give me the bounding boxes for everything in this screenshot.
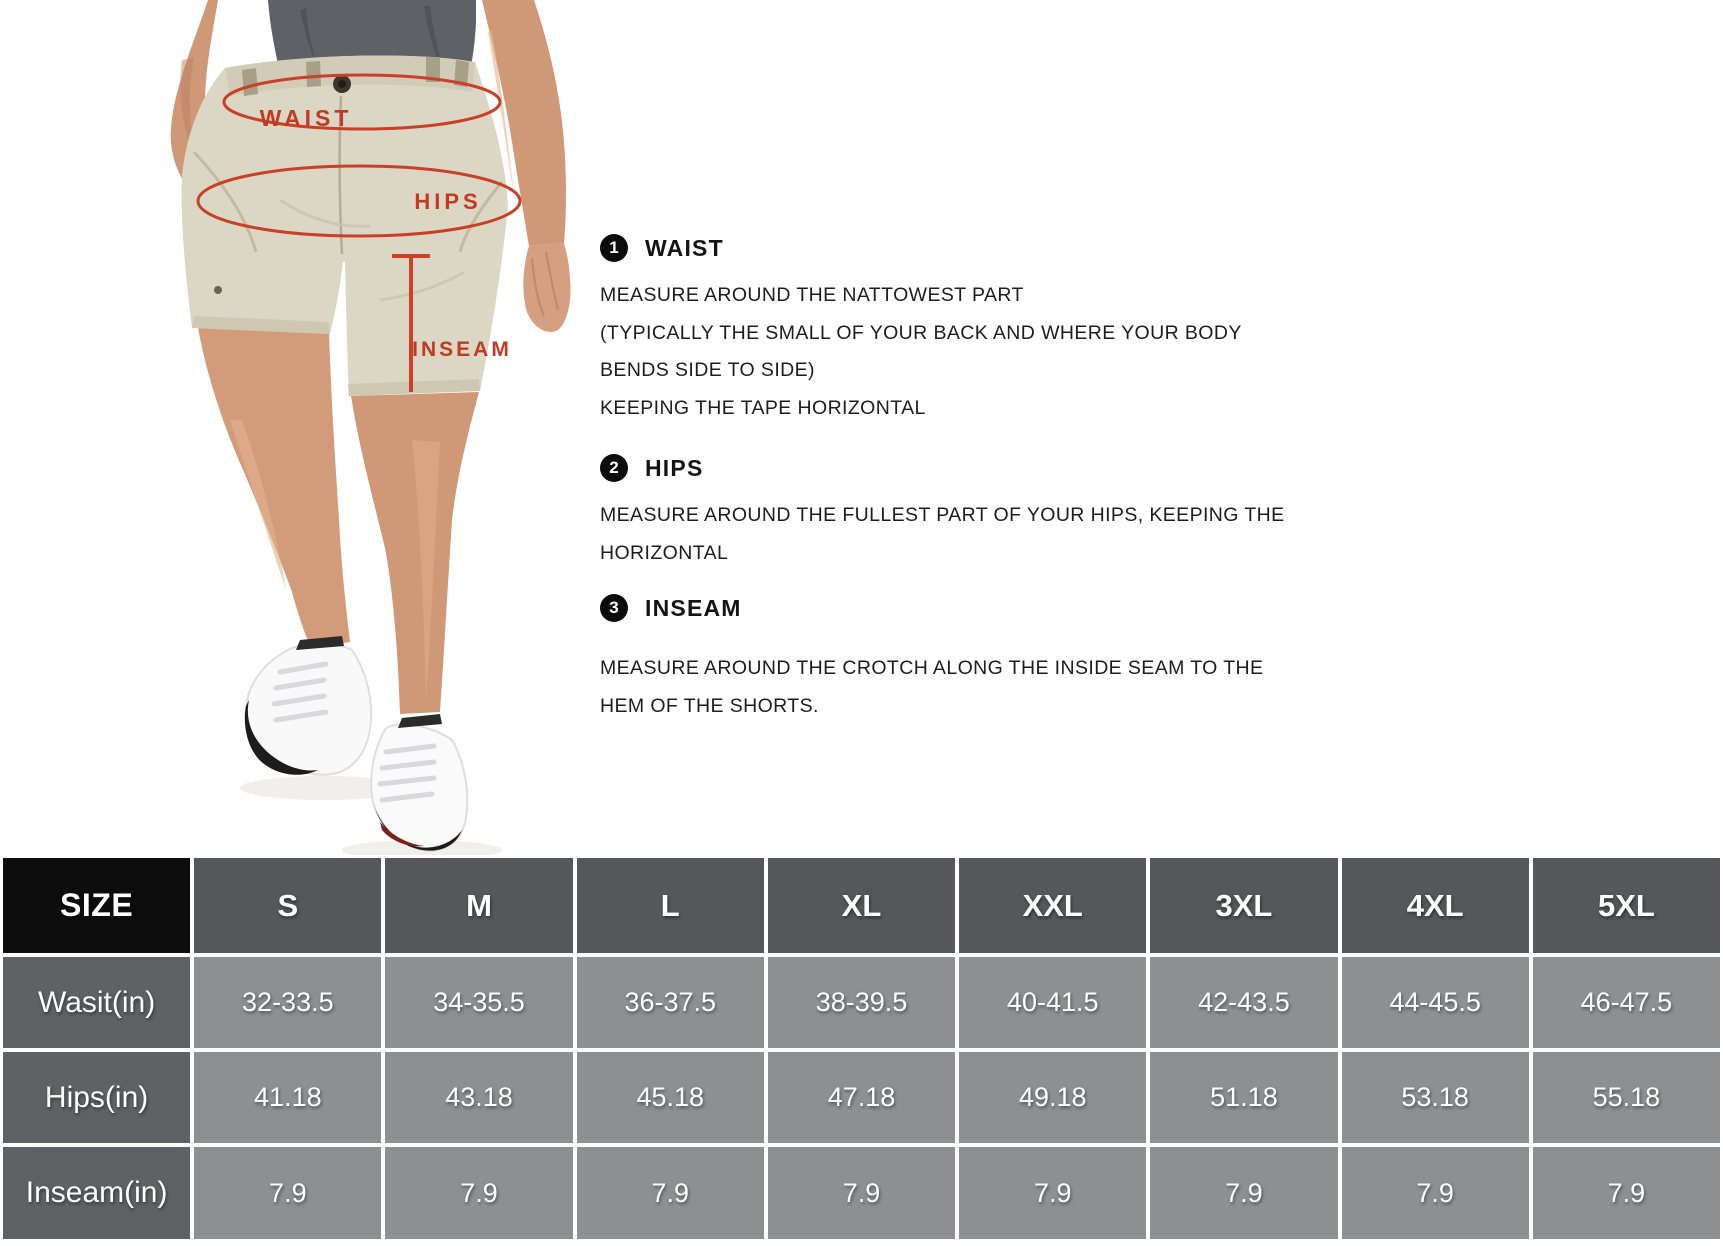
right-shoe [371, 714, 467, 851]
row-label-inseam: Inseam(in) [3, 1147, 190, 1239]
row-label-hips: Hips(in) [3, 1052, 190, 1143]
instruction-heading [600, 452, 1380, 484]
inseam-value-xxl: 7.9 [959, 1147, 1146, 1239]
waist-value-l: 36-37.5 [577, 957, 764, 1048]
hips-value-5xl: 55.18 [1533, 1052, 1720, 1143]
instruction-body [600, 497, 1380, 572]
step-3-badge: 3 [600, 594, 628, 622]
header-s: S [194, 858, 381, 953]
header-l: L [577, 858, 764, 953]
instruction-section-hips [600, 452, 1380, 572]
waist-value-m: 34-35.5 [385, 957, 572, 1048]
header-3xl: 3XL [1150, 858, 1337, 953]
header-4xl: 4XL [1342, 858, 1529, 953]
row-label-waist: Wasit(in) [3, 957, 190, 1048]
inseam-value-5xl: 7.9 [1533, 1147, 1720, 1239]
header-size: SIZE [3, 858, 190, 953]
instruction-title-hips: HIPS [645, 454, 704, 481]
step-1-badge: 1 [600, 234, 628, 262]
instruction-body [600, 650, 1380, 725]
model-illustration [130, 0, 590, 855]
instruction-line: MEASURE AROUND THE CROTCH ALONG THE INSIDE SEAM TO THE [600, 657, 1264, 679]
inseam-value-3xl: 7.9 [1150, 1147, 1337, 1239]
waist-value-xl: 38-39.5 [768, 957, 955, 1048]
left-shoe [245, 636, 371, 775]
instruction-line: HEM OF THE SHORTS. [600, 694, 819, 717]
waist-value-5xl: 46-47.5 [1533, 957, 1720, 1048]
measurement-instructions [600, 0, 1380, 820]
step-2-badge: 2 [600, 454, 628, 482]
instruction-heading [600, 232, 1380, 264]
instruction-title-inseam: INSEAM [645, 594, 742, 621]
header-xxl: XXL [959, 858, 1146, 953]
instruction-section-inseam [600, 592, 1380, 725]
zipper-pull [214, 286, 222, 294]
waist-label: WAIST [259, 105, 353, 131]
hips-value-m: 43.18 [385, 1052, 572, 1143]
header-5xl: 5XL [1533, 858, 1720, 953]
hips-value-s: 41.18 [194, 1052, 381, 1143]
waist-value-3xl: 42-43.5 [1150, 957, 1337, 1048]
instruction-line: MEASURE AROUND THE FULLEST PART OF YOUR HIPS, KEEPING THE [600, 504, 1285, 526]
hips-value-3xl: 51.18 [1150, 1052, 1337, 1143]
inseam-value-s: 7.9 [194, 1147, 381, 1239]
header-m: M [385, 858, 572, 953]
hips-value-l: 45.18 [577, 1052, 764, 1143]
inseam-label: INSEAM [412, 338, 512, 361]
size-chart-table [3, 858, 1720, 1243]
hips-value-xl: 47.18 [768, 1052, 955, 1143]
header-xl: XL [768, 858, 955, 953]
instruction-section-waist [600, 232, 1380, 427]
inseam-value-l: 7.9 [577, 1147, 764, 1239]
model-photo [130, 0, 590, 855]
instruction-line: KEEPING THE TAPE HORIZONTAL [600, 396, 926, 419]
hips-value-4xl: 53.18 [1342, 1052, 1529, 1143]
instruction-line: (TYPICALLY THE SMALL OF YOUR BACK AND WHERE YOUR BODY [600, 321, 1242, 344]
waist-value-4xl: 44-45.5 [1342, 957, 1529, 1048]
instruction-title-waist: WAIST [645, 234, 724, 261]
instruction-line: BENDS SIDE TO SIDE) [600, 359, 815, 381]
instruction-body [600, 277, 1380, 427]
instruction-heading [600, 592, 1380, 624]
hips-label: HIPS [414, 189, 482, 214]
waist-value-xxl: 40-41.5 [959, 957, 1146, 1048]
inseam-value-m: 7.9 [385, 1147, 572, 1239]
instruction-line: HORIZONTAL [600, 541, 729, 564]
inseam-value-4xl: 7.9 [1342, 1147, 1529, 1239]
inseam-value-xl: 7.9 [768, 1147, 955, 1239]
waist-value-s: 32-33.5 [194, 957, 381, 1048]
hips-value-xxl: 49.18 [959, 1052, 1146, 1143]
instruction-line: MEASURE AROUND THE NATTOWEST PART [600, 284, 1024, 306]
